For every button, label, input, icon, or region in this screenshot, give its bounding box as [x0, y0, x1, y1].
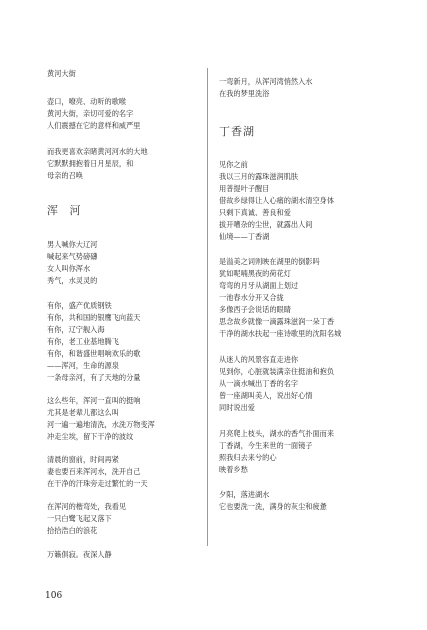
- poem-line: 仙境——丁香湖: [219, 232, 270, 241]
- poem-line: 清晨的窗前，时间再紧: [47, 455, 119, 464]
- section-title-hun-river: 浑 河: [47, 204, 85, 217]
- poem-line: 只剩下真诚、善良和爱: [219, 208, 291, 217]
- poem-line: 照我归去来兮的心: [219, 453, 277, 462]
- poem-line: 有你，共和国的银鹰飞向蓝天: [47, 313, 141, 322]
- poem-line: 而我更喜欢亲睹黄河河水的大地: [47, 147, 148, 156]
- poem-line: 冲走尘埃，留下干净的波纹: [47, 432, 134, 441]
- poem-line: 女人叫你浑水: [47, 264, 91, 273]
- poem-line: 在干净的汗珠旁走过繁忙的一天: [47, 479, 148, 488]
- poem-line: 它默默拥抱着日月星辰，和: [47, 159, 134, 168]
- poem-line: 多像西子会说话的眼睛: [219, 305, 291, 314]
- poem-line: 拾拾浩白的浪花: [47, 526, 98, 535]
- poem-line: 借故乡绿得让人心痛的湖水清空身体: [219, 196, 335, 205]
- poem-line: 犹如呢喃黑夜的荷花灯: [219, 269, 291, 278]
- poem-line: 一条母亲河，有了天地的分量: [47, 373, 141, 382]
- poem-line: 曾一座湖叫美人，说出好心情: [219, 391, 313, 400]
- poem-line: 男人喊你大辽河: [47, 240, 98, 249]
- poem-line: 在我的梦里洗浴: [219, 89, 270, 98]
- poem-line: 干净的湖水扶起一座诗歌里的沈阳名城: [219, 329, 342, 338]
- column-divider: [207, 68, 208, 546]
- poem-line: 月亮爬上枝头，湖水的香气扑面而来: [219, 429, 335, 438]
- poem-line: 是溢美之词则映在湖里的倒影吗: [219, 257, 320, 266]
- poem-line: 映着乡愁: [219, 465, 248, 474]
- poem-line: 喊起来气势磅礴: [47, 252, 98, 261]
- poem-line: 在浑河的楷弯处，我看见: [47, 502, 127, 511]
- poem-line: 有你，辽宁舰入海: [47, 325, 105, 334]
- poem-line: 它也要洗一洗，满身的灰尘和疲惫: [219, 502, 327, 511]
- poem-line: 人们震撼在它的意样和威严里: [47, 121, 141, 130]
- poem-line: 尤其是老辈儿都这么叫: [47, 408, 119, 417]
- poem-line: 用普提叶子醒目: [219, 184, 270, 193]
- poem-line: 我以三月的露珠滋润肌肤: [219, 172, 299, 181]
- poem-line: 有你，老工业基地腾飞: [47, 337, 119, 346]
- poem-line: 壶口，嘹亮、动听的歌喉: [47, 97, 127, 106]
- poem-line: 这么些年，浑河一直叫的挺响: [47, 396, 141, 405]
- poem-line: 母亲的召唤: [47, 171, 83, 180]
- poem-line: 一只白鹭飞起又落下: [47, 514, 112, 523]
- poem-line: 丁香湖，今生来世的一面镜子: [219, 441, 313, 450]
- poem-line: ——浑河，生命的源泉: [47, 361, 119, 370]
- poem-line: 见你之前: [219, 160, 248, 169]
- page-number: 106: [45, 591, 63, 601]
- poem-line: 从一滴水喊出丁香的名字: [219, 379, 299, 388]
- poem-line: 河一遍一遍地清洗，水洗万物变浑: [47, 420, 155, 429]
- poem-line: 有你，和谐盛世唱响欢乐的歌: [47, 349, 141, 358]
- poem-line: 秀气，水灵灵的: [47, 276, 98, 285]
- poem-line: 有你，盛产优质钢铁: [47, 301, 112, 310]
- poem-line: 拔开嘈杂的尘世，就露出人间: [219, 220, 313, 229]
- poem-line: 思念故乡就像一滴露珠滋润一朵丁香: [219, 317, 335, 326]
- poem-line: 万籁俱寂。夜深人静: [47, 550, 112, 559]
- poem-line: 夕阳，落进湖水: [219, 490, 270, 499]
- poem-line: 一池春水分开又合拢: [219, 293, 284, 302]
- poem-line: 见到你，心脏就装满亲住挺油和抱负: [219, 367, 335, 376]
- poem-line: 同时说出爱: [219, 403, 255, 412]
- poem-line: 黄河大街，亲切可爱的名字: [47, 109, 134, 118]
- section-title-lilac-lake: 丁香湖: [219, 125, 255, 138]
- poem-line: 一弯新月，从浑河湾悄然入水: [219, 77, 313, 86]
- poem-line: 弯弯的月牙从湖面上划过: [219, 281, 299, 290]
- poem-line: 黄河大街: [47, 69, 76, 78]
- poem-line: 从迷人的风景容直走进你: [219, 355, 299, 364]
- poem-line: 妻也要百来浑河水，洗开自己: [47, 467, 141, 476]
